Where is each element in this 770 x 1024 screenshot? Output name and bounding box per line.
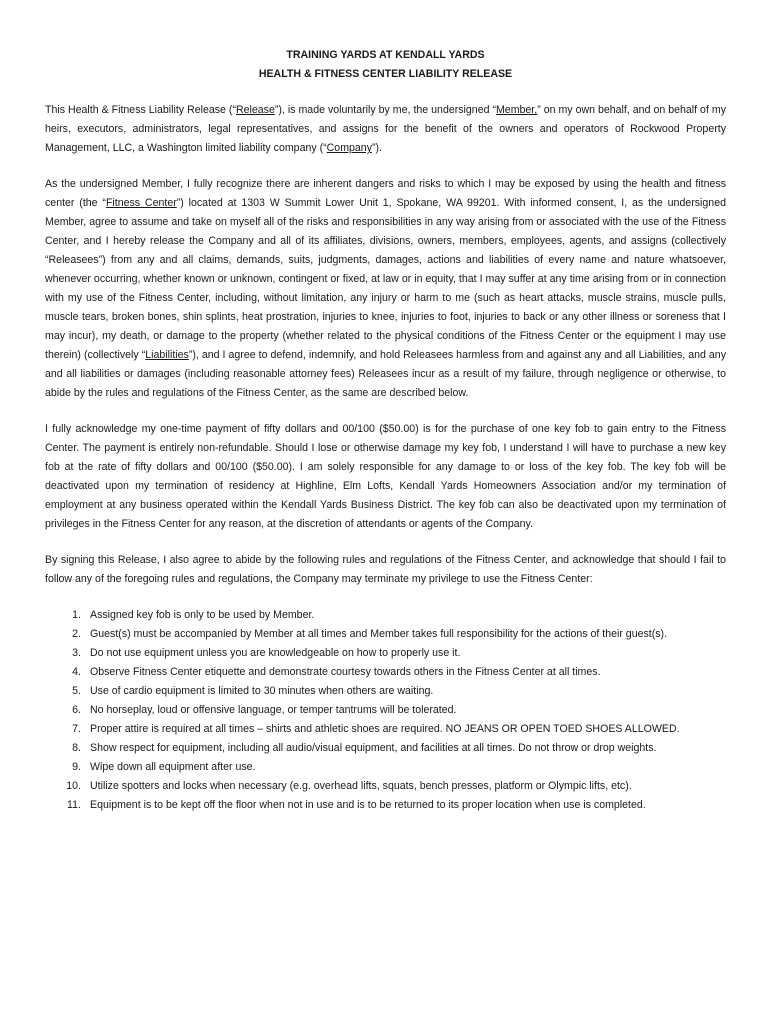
rule-number: 7. xyxy=(72,723,81,735)
rules-intro-paragraph: By signing this Release, I also agree to abide by the following rules and regulations of the Fitness Center, and acknowledge that should I fail to follow any of the foregoing rules and regulations, the Company may terminate my privilege to use the Fitness Center: xyxy=(45,554,726,585)
rule-text: Do not use equipment unless you are knowledgeable on how to properly use it. xyxy=(90,647,461,659)
rule-item xyxy=(45,796,726,815)
p1-text-a: This Health & Fitness Liability Release (“ xyxy=(45,104,236,116)
rule-number: 4. xyxy=(72,666,81,678)
rule-number: 6. xyxy=(72,704,81,716)
key-fob-paragraph: I fully acknowledge my one-time payment of fifty dollars and 00/100 ($50.00) is for the purchase of one key fob to gain entry to the Fitness Center. The payment is entirely non-refundable. Should I lose or otherwise damage my key fob, I understand I will have to purchase a new key fob at the rate of fifty dollars and 00/100 ($50.00). I am solely responsible for any damage to or loss of the key fob. The key fob will be deactivated upon my termination of residency at Highline, Elm Lofts, Kendall Yards Homeowners Association and/or my termination of employment at any business operated within the Kendall Yards Business District. The key fob can also be deactivated upon my termination of privileges in the Fitness Center for any reason, at the discretion of attendants or agents of the Company. xyxy=(45,423,726,530)
company-term: Company xyxy=(326,142,372,154)
p2-text-c: ”) located at 1303 W Summit Lower Unit 1, Spokane, WA 99201. With informed consent, I, as the undersigned Member, agree to assume and take on myself all of the risks and responsibilities in any way arising from or associated with the use of the Fitness Center, and I hereby release the Company and all of its affiliates, divisions, owners, members, employees, agents, and assigns (collectively “Releasees”) from any and all claims, demands, suits, judgments, damages, actions and liabilities of every name and nature whatsoever, whenever occurring, whether known or unknown, contingent or fixed, at law or in equity, that I may suffer at any time arising from or in connection with my use of the Fitness Center, including, without limitation, any injury or harm to me (such as heart attacks, muscle strains, muscle pulls, muscle tears, broken bones, shin splints, heat prostration, injuries to knee, injuries to foot, injuries to back or any other illness or soreness that I may incur), my death, or damage to the property (whether related to the physical conditions of the Fitness Center or the equipment I may use therein) (collectively “ xyxy=(45,197,726,361)
rule-item xyxy=(45,625,726,644)
fitness-center-term: Fitness Center xyxy=(105,197,177,209)
rule-text: Assigned key fob is only to be used by Member. xyxy=(90,609,315,621)
rule-item xyxy=(45,739,726,758)
document-title xyxy=(45,46,726,84)
p1-text-g: ”). xyxy=(372,142,382,154)
rule-number: 1. xyxy=(72,609,81,621)
rule-item xyxy=(45,663,726,682)
p1-text-c: ”), is made voluntarily by me, the undersigned “ xyxy=(274,104,496,116)
liabilities-term: Liabilities xyxy=(145,349,189,361)
rule-item xyxy=(45,682,726,701)
rule-text: Show respect for equipment, including all audio/visual equipment, and facilities at all times. Do not throw or drop weights. xyxy=(90,742,657,754)
p1-text-e: ” on my own behalf, and on behalf of my heirs, executors, administrators, legal representatives, and assigns for the benefit of the owners and operators of Rockwood Property Management, LLC, a Washington limited liability company (“ xyxy=(45,104,726,154)
rule-text: Guest(s) must be accompanied by Member at all times and Member takes full responsibility for the actions of their guest(s). xyxy=(90,628,668,640)
rule-item xyxy=(45,701,726,720)
rule-text: Wipe down all equipment after use. xyxy=(90,761,256,773)
rule-text: Utilize spotters and locks when necessary (e.g. overhead lifts, squats, bench presses, platform or Olympic lifts, etc). xyxy=(90,780,632,792)
title-line-2: HEALTH & FITNESS CENTER LIABILITY RELEASE xyxy=(258,68,513,80)
rule-number: 11. xyxy=(67,799,81,811)
rule-number: 2. xyxy=(72,628,81,640)
rule-item xyxy=(45,777,726,796)
rule-text: Proper attire is required at all times – shirts and athletic shoes are required. NO JEANS OR OPEN TOED SHOES ALLOWED. xyxy=(90,723,680,735)
rule-number: 5. xyxy=(72,685,81,697)
rule-text: Equipment is to be kept off the floor when not in use and is to be returned to its proper location when use is completed. xyxy=(90,799,646,811)
rule-number: 10. xyxy=(66,780,81,792)
p2-text-e: ”), and I agree to defend, indemnify, and hold Releasees harmless from and against any and all Liabilities, and any and all liabilities or damages (including reasonable attorney fees) Releasees incur as a result of my failure, through negligence or otherwise, to abide by the rules and regulations of the Fitness Center, as the same are described below. xyxy=(45,349,726,399)
rule-item xyxy=(45,644,726,663)
rule-number: 3. xyxy=(72,647,81,659)
rule-number: 9. xyxy=(72,761,81,773)
rule-text: Observe Fitness Center etiquette and demonstrate courtesy towards others in the Fitness Center at all times. xyxy=(90,666,601,678)
release-intro-paragraph xyxy=(45,101,726,158)
rule-item xyxy=(45,758,726,777)
rule-number: 8. xyxy=(72,742,81,754)
rules-list xyxy=(45,606,726,815)
title-line-1: TRAINING YARDS AT KENDALL YARDS xyxy=(286,49,485,61)
p2-text-a: As the undersigned Member, I fully recognize there are inherent dangers and risks to which I may be exposed by using the health and fitness center (the “ xyxy=(45,178,726,209)
rule-text: No horseplay, loud or offensive language, or temper tantrums will be tolerated. xyxy=(90,704,457,716)
rule-text: Use of cardio equipment is limited to 30 minutes when others are waiting. xyxy=(90,685,434,697)
risk-assumption-paragraph xyxy=(45,175,726,403)
release-term: Release xyxy=(236,104,275,116)
rule-item xyxy=(45,720,726,739)
member-term: Member, xyxy=(495,104,538,116)
rule-item xyxy=(45,606,726,625)
